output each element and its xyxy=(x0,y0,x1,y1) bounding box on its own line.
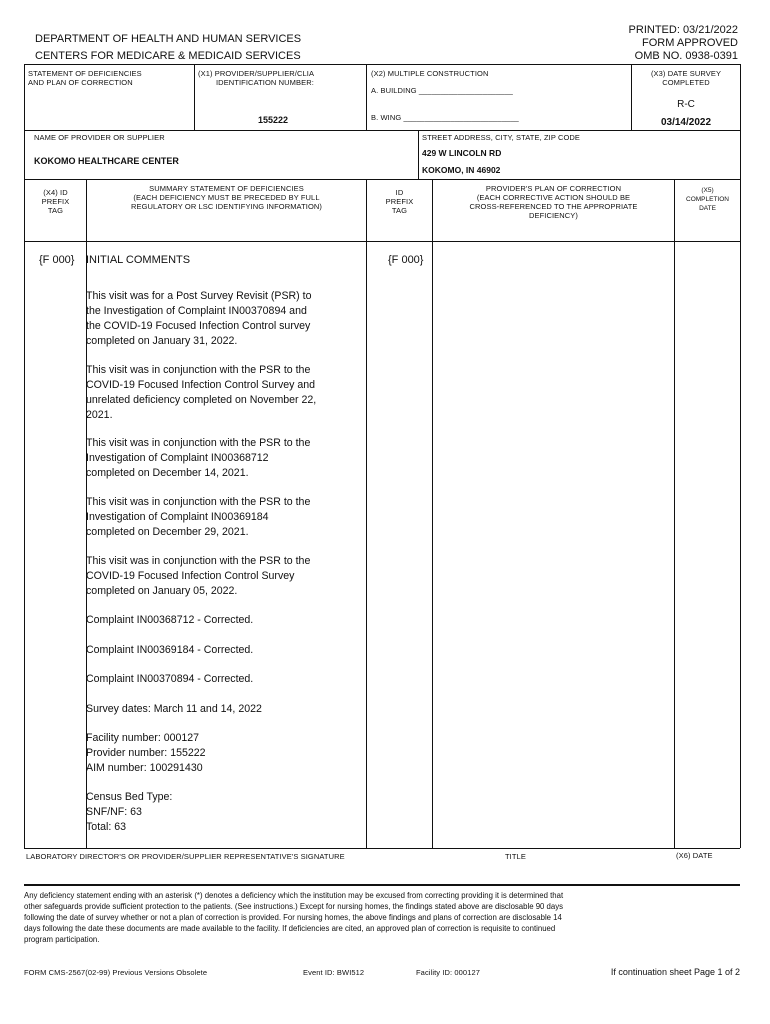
paragraph-5: This visit was in conjunction with the PSR to the COVID-19 Focused Infection Control Survey completed on January 05, 2022. xyxy=(86,555,311,597)
complaint-1: Complaint IN00368712 - Corrected. xyxy=(86,614,254,626)
address-line-2: KOKOMO, IN 46902 xyxy=(422,165,501,175)
box-row1-border xyxy=(24,130,740,131)
omb-number: OMB NO. 0938-0391 xyxy=(634,50,738,62)
provider-name-label: NAME OF PROVIDER OR SUPPLIER xyxy=(34,133,165,142)
x3-label: (X3) DATE SURVEY COMPLETED xyxy=(650,69,722,87)
x1-value: 155222 xyxy=(258,115,289,125)
form-approved: FORM APPROVED xyxy=(642,37,738,49)
signature-label: LABORATORY DIRECTOR'S OR PROVIDER/SUPPLIER REPRESENTATIVE'S SIGNATURE xyxy=(26,852,345,861)
divider-x2 xyxy=(366,64,367,130)
tag-left: {F 000} xyxy=(39,254,75,266)
event-id: Event ID: BWI512 xyxy=(303,968,365,977)
tag-right: {F 000} xyxy=(388,254,424,266)
paragraph-3: This visit was in conjunction with the PSR to the Investigation of Complaint IN00368712 completed on December 14, 2021. xyxy=(86,437,311,479)
signature-bottom-border xyxy=(24,884,740,886)
body-bottom-border xyxy=(24,848,740,849)
x3-rc: R-C xyxy=(677,99,695,110)
paragraph-4: This visit was in conjunction with the PSR to the Investigation of Complaint IN00369184 completed on December 29, 2021. xyxy=(86,496,311,538)
x2-label: (X2) MULTIPLE CONSTRUCTION xyxy=(371,69,489,78)
address-line-1: 429 W LINCOLN RD xyxy=(422,148,502,158)
address-label: STREET ADDRESS, CITY, STATE, ZIP CODE xyxy=(422,133,581,142)
census-info: Census Bed Type: SNF/NF: 63 Total: 63 xyxy=(86,791,173,833)
building-label: A. BUILDING ______________________ xyxy=(371,86,513,95)
complaint-2: Complaint IN00369184 - Corrected. xyxy=(86,644,254,656)
paragraph-2: This visit was in conjunction with the PSR to the COVID-19 Focused Infection Control Survey and unrelated deficiency completed on November 22, 2021. xyxy=(86,364,317,421)
x3-date: 03/14/2022 xyxy=(660,117,712,128)
x5-header: (X5) COMPLETION DATE xyxy=(686,187,729,212)
column-header-border xyxy=(24,241,740,242)
facility-id: Facility ID: 000127 xyxy=(416,968,481,977)
divider-summary xyxy=(366,179,367,848)
divider-address xyxy=(418,130,419,179)
provider-name: KOKOMO HEALTHCARE CENTER xyxy=(34,156,179,166)
department-title: DEPARTMENT OF HEALTH AND HUMAN SERVICES xyxy=(35,33,302,45)
centers-title: CENTERS FOR MEDICARE & MEDICAID SERVICES xyxy=(35,50,301,62)
divider-plan xyxy=(674,179,675,848)
wing-label: B. WING ___________________________ xyxy=(371,113,519,122)
box-row2-border xyxy=(24,179,740,180)
printed-date: PRINTED: 03/21/2022 xyxy=(628,24,738,36)
x1-label: (X1) PROVIDER/SUPPLIER/CLIA IDENTIFICATION NUMBER: xyxy=(198,69,315,87)
id-prefix-header: ID PREFIX TAG xyxy=(385,188,414,215)
form-number: FORM CMS-2567(02-99) Previous Versions Obsolete xyxy=(24,968,208,977)
divider-tag-right xyxy=(432,179,433,848)
survey-dates: Survey dates: March 11 and 14, 2022 xyxy=(86,703,262,715)
divider-x1 xyxy=(194,64,195,130)
title-label: TITLE xyxy=(505,852,526,861)
initial-comments-heading: INITIAL COMMENTS xyxy=(86,254,191,266)
facility-info: Facility number: 000127 Provider number: 155222 AIM number: 100291430 xyxy=(86,732,206,774)
box-top-border xyxy=(24,64,740,65)
paragraph-1: This visit was for a Post Survey Revisit (PSR) to the Investigation of Complaint IN00370894 and the COVID-19 Focused Infection Control survey completed on January 31, 2022. xyxy=(86,290,312,347)
x4-header: (X4) ID PREFIX TAG xyxy=(41,188,70,215)
disclaimer: Any deficiency statement ending with an asterisk (*) denotes a deficiency which the institution may be excused from correcting providing it is determined that other safeguards provide sufficient protection to the patients. (See instructions.) Except for nursing homes, the findings stated above are disclosable 90 days following the date of survey whether or not a plan of correction is provided. For nursing homes, the above findings and plans of correction are disclosable 14 days following the date these documents are made available to the facility. If deficiencies are cited, an approved plan of correction is requisite to continued program participation. xyxy=(24,891,564,944)
complaint-3: Complaint IN00370894 - Corrected. xyxy=(86,673,254,685)
continuation-sheet: If continuation sheet Page 1 of 2 xyxy=(610,967,740,977)
statement-label: STATEMENT OF DEFICIENCIES AND PLAN OF CORRECTION xyxy=(28,69,142,87)
left-border xyxy=(24,64,25,848)
date-label: (X6) DATE xyxy=(676,851,713,860)
summary-header: SUMMARY STATEMENT OF DEFICIENCIES (EACH DEFICIENCY MUST BE PRECEDED BY FULL REGULATORY OR LSC IDENTIFYING INFORMATION) xyxy=(130,184,323,211)
right-border xyxy=(740,64,741,848)
plan-header: PROVIDER'S PLAN OF CORRECTION (EACH CORRECTIVE ACTION SHOULD BE CROSS-REFERENCED TO THE APPROPRIATE DEFICIENCY) xyxy=(469,184,638,220)
